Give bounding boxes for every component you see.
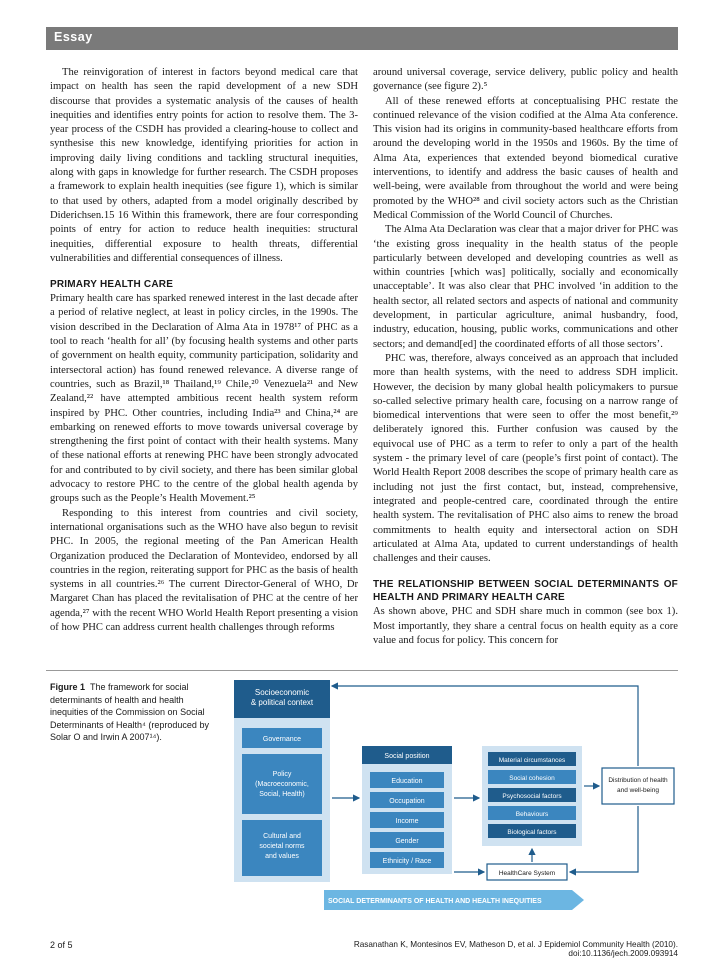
banner-label: SOCIAL DETERMINANTS OF HEALTH AND HEALTH INEQUITIES bbox=[328, 898, 542, 905]
paragraph: As shown above, PHC and SDH share much in common (see box 1). Most importantly, they share a central focus on health equity as a core value and focus for policy. This concern for bbox=[373, 606, 678, 646]
distribution-label: Distribution of health and well-being bbox=[608, 777, 668, 794]
paragraph: Responding to this interest from countries and civil society, international organisations such as the WHO have also begun to revisit PHC. In 2005, the regional meeting of the Pan American Health Organization produced the Declaration of Montevideo, endorsed by all countries in the region, reiterating support for PHC as the basis of health systems in all countries.²⁶ The current Director-General of WHO, Dr Margaret Chan has placed the revitalisation of PHC at the centre of her agenda,²⁷ with the recent WHO World Health Report presenting a vision of how PHC can address current health challenges through reforms bbox=[50, 507, 358, 633]
distribution-box bbox=[602, 768, 674, 804]
figure-divider bbox=[46, 670, 678, 671]
figure-caption bbox=[50, 681, 215, 744]
figure-caption-text: The framework for social determinants of health and health inequities of the Commission on Social Determinants of Health⁴ (reproduced by Solar O and Irwin A 2007¹⁴). bbox=[50, 682, 209, 742]
occupation-label: Occupation bbox=[389, 798, 425, 805]
section-header-bar bbox=[46, 27, 678, 50]
gender-label: Gender bbox=[395, 838, 419, 845]
psychosocial-label: Psychosocial factors bbox=[502, 793, 562, 800]
income-label: Income bbox=[395, 818, 419, 825]
citation: Rasanathan K, Montesinos EV, Matheson D, et al. J Epidemiol Community Health (2010). doi:10.1136/jech.2009.093914 bbox=[353, 940, 678, 958]
healthcare-system-label: HealthCare System bbox=[498, 870, 556, 877]
governance-label: Governance bbox=[262, 736, 302, 743]
social-position-label: Social position bbox=[384, 753, 430, 760]
page-number: 2 of 5 bbox=[50, 940, 73, 950]
material-label: Material circumstances bbox=[498, 757, 566, 764]
sdh-framework-diagram bbox=[232, 678, 678, 918]
right-column bbox=[373, 66, 678, 648]
paragraph: The Alma Ata Declaration was clear that a major driver for PHC was ‘the existing gross inequality in the health status of the people particularly between developed and developing countries as well as within countries [which was] politically, socially and economically unacceptable’. It was also clear that PHC involved ‘in addition to the health sector, all related sectors and aspects of national and community development, in particular agriculture, animal husbandry, food, industry, education, housing, public works, communications and other sectors; and demand[ed] the coordinated efforts of all those sectors’. bbox=[373, 224, 678, 350]
behaviours-label: Behaviours bbox=[515, 811, 549, 818]
education-label: Education bbox=[391, 778, 423, 785]
paragraph: PHC was, therefore, always conceived as an approach that included more than health systems, with the need to address SDH implicit. However, the decision by many global health policymakers to pursue so-called selective primary health care, focusing on a narrow range of biomedical interventions that were seen to offer the most benefit,²⁹ deliberately ignored this. Further confusion was caused by the equivocal use of PHC as a term to refer to only a part of the health system - the primary level of care (people’s first point of contact). The World Health Report 2008 describes the scope of primary health care as including not just the first contact, but, instead, comprehensive, integrated and people-centred care, coordinated through the entire health system. The revitalisation of PHC also aims to renew the broad commitments to health equity and intersectoral action on SDH articulated at Alma Ata, updated to current understandings of health challenges and their causes. bbox=[373, 352, 678, 565]
section-heading: PRIMARY HEALTH CARE bbox=[50, 279, 174, 291]
context-title: Socioeconomic & political context bbox=[250, 688, 314, 707]
policy-label: Policy (Macroeconomic, Social, Health) bbox=[255, 771, 309, 798]
ethnicity-label: Ethnicity / Race bbox=[382, 858, 432, 865]
paragraph: The reinvigoration of interest in factors beyond medical care that impact on health has seen the rapid development of a new SDH discourse that provides a systematic analysis of the causes of health inequities and identifies entry points for action to resolve them. The 3-year process of the CSDH has provided a clearing-house to collect and synthesise this new knowledge, identifying priorities for action in improving daily living conditions and tackling structural inequities, along with gaps in knowledge for further research. The CSDH proposes a framework to explain health inequities (see figure 1), which is similar to that used by others, adapted from a model originally described by Diderichsen.15 16 Within this framework, there are four corresponding points of entry for action to reduce health inequities: structural inequities, differential exposure to health threats, differential vulnerabilities and differential consequences of illness. bbox=[50, 67, 358, 264]
cohesion-label: Social cohesion bbox=[509, 775, 555, 782]
section-heading: THE RELATIONSHIP BETWEEN SOCIAL DETERMINANTS OF HEALTH AND PRIMARY HEALTH CARE bbox=[373, 579, 678, 604]
figure-label: Figure 1 bbox=[50, 682, 86, 692]
paragraph: All of these renewed efforts at conceptualising PHC restate the continued relevance of the vision codified at the Alma Ata conference. This vision had its origins in community-based healthcare efforts from around the developing world in the 1950s and 1960s. By the time of Alma Ata, experiences that extended beyond biomedical curative interventions, to identify and address the basic causes of health and well-being, were available from throughout the world and were being promoted by the WHO²⁸ and civil society actors such as the Christian Medical Commission of the World Council of Churches. bbox=[373, 95, 678, 221]
paragraph: Primary health care has sparked renewed interest in the last decade after a period of relative neglect, at least in policy circles, in the 1990s. The vision described in the Declaration of Alma Ata in 1978¹⁷ of PHC as a tool to reach ‘health for all’ (by focusing health systems and other parts of government on health equity, community participation, solidarity and intersectoral action) has found renewed relevance. A diverse range of countries, such as Brazil,¹⁸ Thailand,¹⁹ Chile,²⁰ Venezuela²¹ and New Zealand,²² have attempted ambitious recent health system reform inspired by PHC. Other countries, including India²³ and China,²⁴ are embarking on renewed efforts to move towards universal coverage by strengthening the first point of contact with their health systems. Many of these national efforts at renewing PHC have been strongly advocated for and contributed to by civil society, and there has been similar global advocacy to restore PHC to the centre of the global health agenda by groups such as the People’s Health Movement.²⁵ bbox=[50, 293, 358, 505]
norms-label: Cultural and societal norms and values bbox=[259, 833, 305, 860]
section-label: Essay bbox=[54, 30, 93, 44]
paragraph: around universal coverage, service delivery, public policy and health governance (see figure 2).⁵ bbox=[373, 67, 678, 93]
biological-label: Biological factors bbox=[507, 829, 557, 836]
left-column bbox=[50, 66, 358, 635]
